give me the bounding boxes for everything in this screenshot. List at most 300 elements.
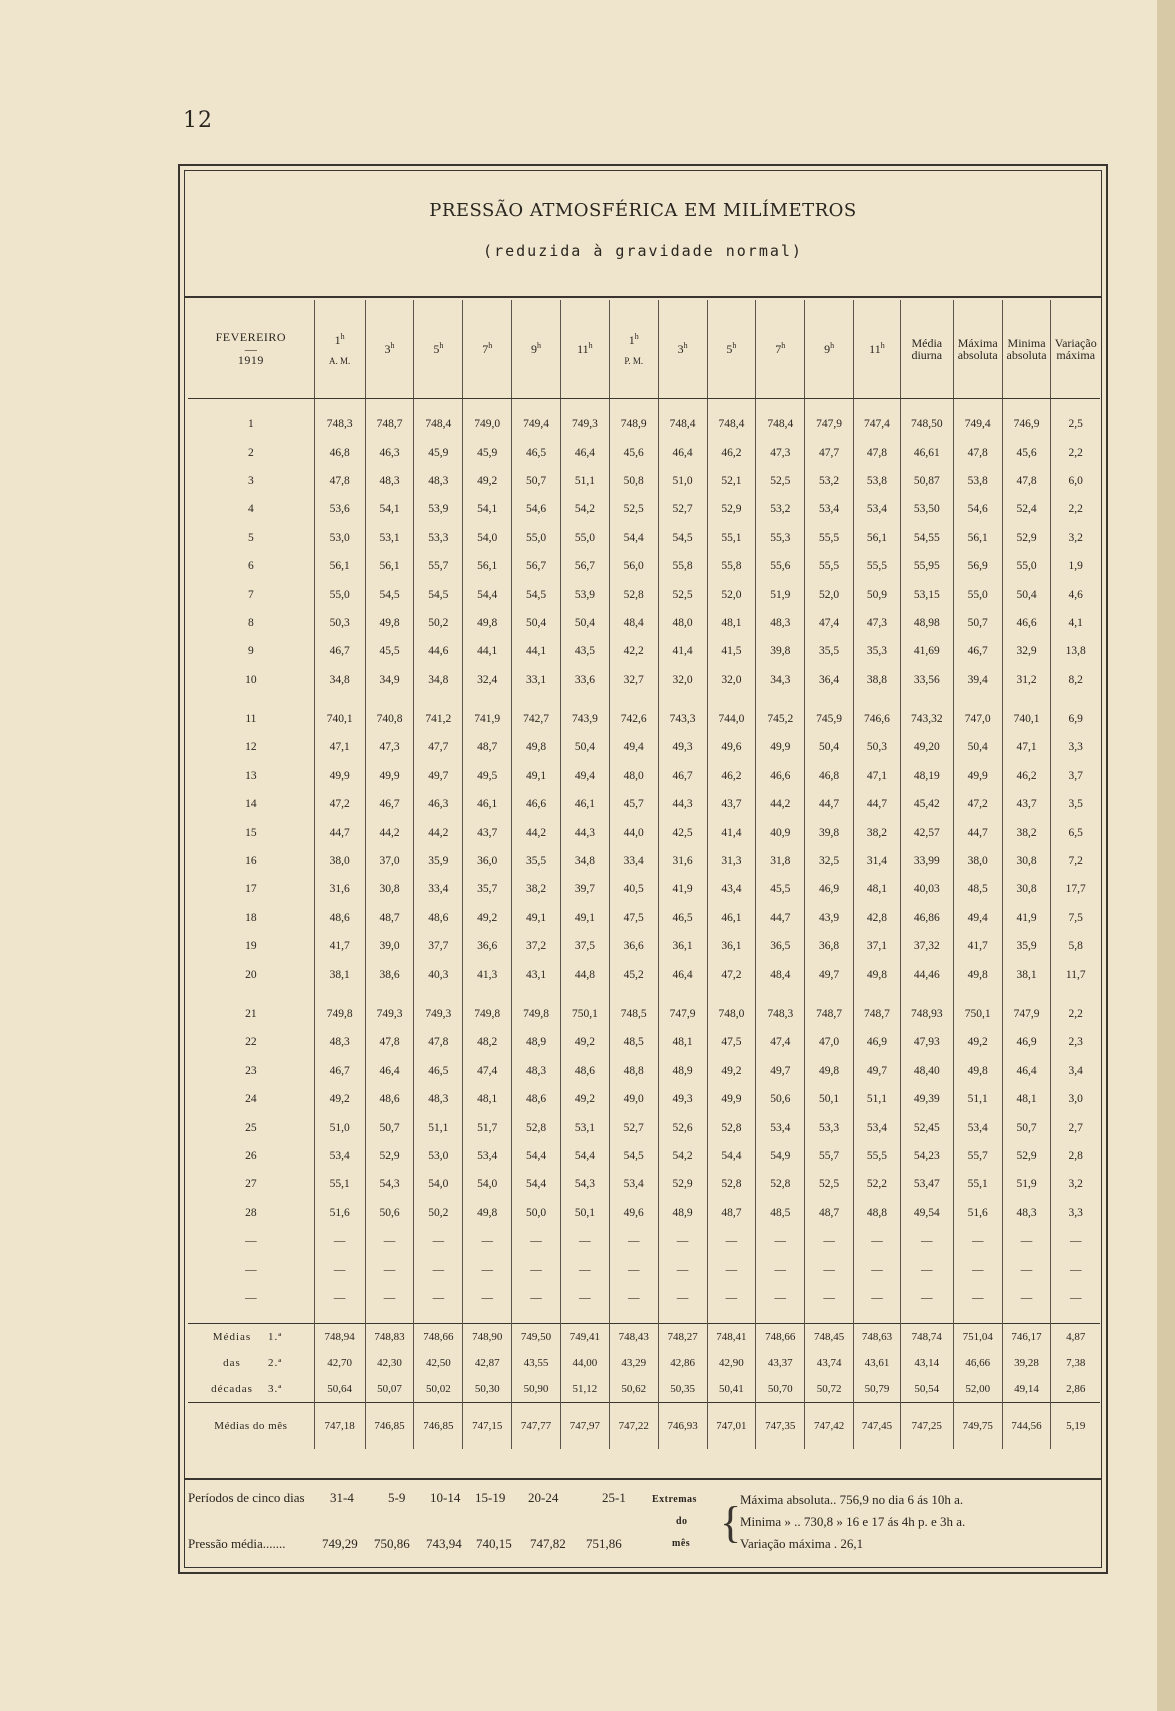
value-cell: 32,0: [658, 666, 707, 694]
value-cell: 35,5: [512, 847, 561, 875]
day-cell: 13: [245, 769, 257, 782]
day-cell: 20: [245, 968, 257, 981]
value-cell: 55,5: [854, 1142, 901, 1170]
value-cell: 53,4: [609, 1170, 658, 1198]
value-cell: 743,9: [560, 705, 609, 733]
spacer-row: [188, 399, 1100, 411]
value-cell: 55,5: [854, 552, 901, 580]
value-cell: 46,8: [805, 762, 854, 790]
spacer-cell: [463, 1312, 512, 1324]
spacer-cell: [756, 1312, 805, 1324]
value-cell: 55,1: [953, 1170, 1002, 1198]
value-cell: 53,4: [805, 495, 854, 523]
value-cell: 749,8: [463, 1000, 512, 1028]
decade-value: 50,41: [707, 1376, 756, 1403]
value-cell: 49,6: [707, 733, 756, 761]
value-cell: 53,0: [314, 524, 365, 552]
value-cell: 3,2: [1051, 524, 1100, 552]
value-cell: 55,0: [1002, 552, 1051, 580]
dash-cell: —: [900, 1227, 953, 1255]
value-cell: 54,2: [560, 495, 609, 523]
decade-value: 50,62: [609, 1376, 658, 1403]
dash-cell: —: [365, 1284, 414, 1312]
period-5: 20-24: [528, 1490, 559, 1505]
spacer-cell: [188, 694, 314, 705]
value-cell: 48,3: [1002, 1199, 1051, 1227]
decade-value: 39,28: [1002, 1350, 1051, 1376]
value-cell: 3,4: [1051, 1057, 1100, 1085]
value-cell: 39,0: [365, 932, 414, 960]
value-cell: 748,7: [365, 410, 414, 438]
value-cell: 38,0: [953, 847, 1002, 875]
spacer-cell: [707, 989, 756, 1000]
table-row: [188, 524, 1100, 552]
spacer-cell: [756, 399, 805, 411]
value-cell: 46,9: [805, 875, 854, 903]
extremes-label-1: Extremas: [652, 1494, 697, 1505]
dash-cell: —: [953, 1284, 1002, 1312]
header-row: [188, 300, 1100, 399]
dash-cell: —: [609, 1255, 658, 1283]
value-cell: 46,7: [658, 762, 707, 790]
table-row: [188, 705, 1100, 733]
day-cell: 22: [245, 1036, 257, 1049]
day-cell: 15: [245, 826, 257, 839]
header-month: FEVEREIRO: [215, 330, 287, 344]
value-cell: 47,3: [756, 438, 805, 466]
value-cell: 6,9: [1051, 705, 1100, 733]
value-cell: 54,4: [560, 1142, 609, 1170]
value-cell: 31,6: [314, 875, 365, 903]
decade-value: 748,90: [463, 1324, 512, 1351]
value-cell: 55,1: [314, 1170, 365, 1198]
header-minima-absoluta: Minima absoluta: [1002, 300, 1051, 399]
value-cell: 53,4: [756, 1113, 805, 1141]
decade-value: 49,14: [1002, 1376, 1051, 1403]
value-cell: 53,50: [900, 495, 953, 523]
table-row: [188, 552, 1100, 580]
value-cell: 8,2: [1051, 666, 1100, 694]
value-cell: 52,1: [707, 467, 756, 495]
value-cell: 38,2: [512, 875, 561, 903]
value-cell: 48,3: [414, 1085, 463, 1113]
value-cell: 40,9: [756, 818, 805, 846]
value-cell: 38,1: [1002, 960, 1051, 988]
value-cell: 48,1: [854, 875, 901, 903]
value-cell: 49,8: [365, 609, 414, 637]
value-cell: 38,6: [365, 960, 414, 988]
value-cell: 49,4: [560, 762, 609, 790]
value-cell: 37,32: [900, 932, 953, 960]
value-cell: 1,9: [1051, 552, 1100, 580]
day-cell: 12: [245, 741, 257, 754]
value-cell: 42,2: [609, 637, 658, 665]
table-body: [188, 399, 1100, 1450]
dash-cell: —: [463, 1284, 512, 1312]
value-cell: 34,8: [314, 666, 365, 694]
decade-value: 42,70: [314, 1350, 365, 1376]
value-cell: 749,3: [560, 410, 609, 438]
value-cell: 48,9: [658, 1199, 707, 1227]
month-mean-value: 747,25: [900, 1403, 953, 1450]
value-cell: 2,2: [1051, 495, 1100, 523]
table-row: [188, 762, 1100, 790]
value-cell: 54,0: [414, 1170, 463, 1198]
value-cell: 34,3: [756, 666, 805, 694]
dash-cell: —: [805, 1284, 854, 1312]
value-cell: 32,0: [707, 666, 756, 694]
value-cell: 56,0: [609, 552, 658, 580]
value-cell: 54,1: [463, 495, 512, 523]
value-cell: 2,5: [1051, 410, 1100, 438]
value-cell: 47,4: [756, 1028, 805, 1056]
value-cell: 50,7: [512, 467, 561, 495]
value-cell: 56,1: [314, 552, 365, 580]
table-row: [188, 960, 1100, 988]
value-cell: 46,6: [1002, 609, 1051, 637]
decade-value: 748,63: [854, 1324, 901, 1351]
value-cell: 49,6: [609, 1199, 658, 1227]
spacer-cell: [560, 1312, 609, 1324]
value-cell: 49,20: [900, 733, 953, 761]
value-cell: 45,5: [756, 875, 805, 903]
spacer-cell: [953, 1312, 1002, 1324]
value-cell: 31,8: [756, 847, 805, 875]
value-cell: 46,2: [707, 762, 756, 790]
spacer-cell: [953, 399, 1002, 411]
header-hour-9am: 9$^h$: [512, 300, 561, 399]
table-row: [188, 495, 1100, 523]
dash-cell: —: [560, 1284, 609, 1312]
value-cell: 4,6: [1051, 580, 1100, 608]
value-cell: 41,3: [463, 960, 512, 988]
value-cell: 44,3: [560, 818, 609, 846]
value-cell: 49,4: [953, 904, 1002, 932]
value-cell: 46,5: [658, 904, 707, 932]
value-cell: 3,3: [1051, 1199, 1100, 1227]
month-mean-value: 5,19: [1051, 1403, 1100, 1450]
value-cell: 41,4: [658, 637, 707, 665]
day-cell: 23: [245, 1064, 257, 1077]
value-cell: 46,8: [314, 438, 365, 466]
value-cell: 54,3: [365, 1170, 414, 1198]
value-cell: 36,6: [463, 932, 512, 960]
spacer-cell: [188, 1312, 314, 1324]
value-cell: 44,7: [805, 790, 854, 818]
value-cell: 49,0: [609, 1085, 658, 1113]
value-cell: 51,1: [560, 467, 609, 495]
decade-value: 50,90: [512, 1376, 561, 1403]
decade-value: 748,66: [414, 1324, 463, 1351]
dash-cell: —: [805, 1255, 854, 1283]
value-cell: 49,1: [560, 904, 609, 932]
value-cell: 56,9: [953, 552, 1002, 580]
value-cell: 32,5: [805, 847, 854, 875]
value-cell: 50,2: [414, 1199, 463, 1227]
header-hour-11am: 11$^h$: [560, 300, 609, 399]
value-cell: 43,7: [1002, 790, 1051, 818]
value-cell: 50,9: [854, 580, 901, 608]
value-cell: 741,2: [414, 705, 463, 733]
decade-value: 43,74: [805, 1350, 854, 1376]
value-cell: 39,8: [805, 818, 854, 846]
value-cell: 53,1: [365, 524, 414, 552]
spacer-cell: [805, 399, 854, 411]
value-cell: 49,9: [365, 762, 414, 790]
value-cell: 46,2: [1002, 762, 1051, 790]
value-cell: 53,1: [560, 1113, 609, 1141]
extremes-label-2: do: [676, 1516, 688, 1527]
value-cell: 46,1: [463, 790, 512, 818]
value-cell: 49,9: [953, 762, 1002, 790]
dash-cell: —: [463, 1255, 512, 1283]
pressure-value-1: 749,29: [322, 1536, 358, 1551]
value-cell: 36,6: [609, 932, 658, 960]
value-cell: 45,6: [1002, 438, 1051, 466]
value-cell: 749,3: [365, 1000, 414, 1028]
value-cell: 47,1: [854, 762, 901, 790]
decade-value: 748,66: [756, 1324, 805, 1351]
value-cell: 48,8: [854, 1199, 901, 1227]
value-cell: 48,6: [560, 1057, 609, 1085]
value-cell: 49,3: [658, 733, 707, 761]
spacer-cell: [658, 1312, 707, 1324]
header-variacao-maxima: Variação máxima: [1051, 300, 1100, 399]
table-row: [188, 1170, 1100, 1198]
value-cell: 54,5: [365, 580, 414, 608]
value-cell: 54,6: [512, 495, 561, 523]
period-6: 25-1: [602, 1490, 626, 1505]
decade-value: 50,79: [854, 1376, 901, 1403]
dash-cell: —: [512, 1227, 561, 1255]
value-cell: 47,93: [900, 1028, 953, 1056]
spacer-cell: [414, 399, 463, 411]
value-cell: 54,23: [900, 1142, 953, 1170]
value-cell: 54,4: [512, 1170, 561, 1198]
dash-cell: —: [707, 1255, 756, 1283]
value-cell: 55,5: [805, 552, 854, 580]
dash-cell: —: [512, 1255, 561, 1283]
table-row: [188, 1199, 1100, 1227]
value-cell: 44,6: [414, 637, 463, 665]
value-cell: 47,8: [414, 1028, 463, 1056]
dash-cell: —: [756, 1284, 805, 1312]
header-am-label: A. M.: [329, 356, 351, 366]
value-cell: 56,1: [953, 524, 1002, 552]
value-cell: 50,4: [953, 733, 1002, 761]
month-mean-value: 746,85: [414, 1403, 463, 1450]
value-cell: 3,2: [1051, 1170, 1100, 1198]
spacer-cell: [560, 694, 609, 705]
value-cell: 50,6: [756, 1085, 805, 1113]
decade-value: 42,90: [707, 1350, 756, 1376]
value-cell: 35,3: [854, 637, 901, 665]
value-cell: 42,8: [854, 904, 901, 932]
value-cell: 55,3: [756, 524, 805, 552]
value-cell: 54,5: [609, 1142, 658, 1170]
value-cell: 46,4: [1002, 1057, 1051, 1085]
decade-value: 51,12: [560, 1376, 609, 1403]
value-cell: 36,8: [805, 932, 854, 960]
value-cell: 32,4: [463, 666, 512, 694]
value-cell: 47,8: [854, 438, 901, 466]
value-cell: 34,9: [365, 666, 414, 694]
value-cell: 49,8: [953, 960, 1002, 988]
value-cell: 31,4: [854, 847, 901, 875]
value-cell: 52,8: [707, 1113, 756, 1141]
value-cell: 49,9: [314, 762, 365, 790]
dash-cell: —: [609, 1227, 658, 1255]
decade-value: 43,14: [900, 1350, 953, 1376]
decade-value: 43,55: [512, 1350, 561, 1376]
value-cell: 36,5: [756, 932, 805, 960]
spacer-cell: [900, 989, 953, 1000]
value-cell: 50,3: [314, 609, 365, 637]
spacer-cell: [707, 399, 756, 411]
value-cell: 745,9: [805, 705, 854, 733]
page-edge: [1157, 0, 1175, 1711]
value-cell: 44,3: [658, 790, 707, 818]
value-cell: 750,1: [953, 1000, 1002, 1028]
empty-dash-row: [188, 1255, 1100, 1283]
value-cell: 48,1: [463, 1085, 512, 1113]
spacer-cell: [414, 1312, 463, 1324]
value-cell: 54,1: [365, 495, 414, 523]
decade-value: 2,86: [1051, 1376, 1100, 1403]
dash-cell: —: [1051, 1255, 1100, 1283]
decade-value: 43,37: [756, 1350, 805, 1376]
value-cell: 47,8: [314, 467, 365, 495]
value-cell: 35,7: [463, 875, 512, 903]
decade-value: 748,45: [805, 1324, 854, 1351]
value-cell: 49,7: [414, 762, 463, 790]
decade-value: 50,72: [805, 1376, 854, 1403]
value-cell: 4,1: [1051, 609, 1100, 637]
dash-cell: —: [658, 1255, 707, 1283]
value-cell: 55,1: [707, 524, 756, 552]
value-cell: 54,3: [560, 1170, 609, 1198]
value-cell: 747,4: [854, 410, 901, 438]
value-cell: 46,4: [365, 1057, 414, 1085]
decade-value: 42,50: [414, 1350, 463, 1376]
value-cell: 49,2: [463, 467, 512, 495]
value-cell: 53,9: [560, 580, 609, 608]
value-cell: 2,2: [1051, 1000, 1100, 1028]
day-cell: 14: [245, 798, 257, 811]
day-cell: 18: [245, 911, 257, 924]
value-cell: 44,7: [314, 818, 365, 846]
value-cell: 43,1: [512, 960, 561, 988]
value-cell: 53,8: [854, 467, 901, 495]
value-cell: 40,5: [609, 875, 658, 903]
value-cell: 53,15: [900, 580, 953, 608]
table-row: [188, 467, 1100, 495]
decade-value: 50,30: [463, 1376, 512, 1403]
empty-dash-row: [188, 1284, 1100, 1312]
value-cell: 747,9: [1002, 1000, 1051, 1028]
month-mean-value: 747,18: [314, 1403, 365, 1450]
value-cell: 34,8: [414, 666, 463, 694]
table-row: [188, 1000, 1100, 1028]
decade-value: 50,35: [658, 1376, 707, 1403]
value-cell: 41,9: [1002, 904, 1051, 932]
value-cell: 54,2: [658, 1142, 707, 1170]
header-pm-label: P. M.: [624, 356, 644, 366]
value-cell: 51,0: [658, 467, 707, 495]
value-cell: 38,0: [314, 847, 365, 875]
value-cell: 36,0: [463, 847, 512, 875]
value-cell: 51,9: [1002, 1170, 1051, 1198]
day-cell: 24: [245, 1093, 257, 1106]
value-cell: 38,2: [1002, 818, 1051, 846]
value-cell: 54,55: [900, 524, 953, 552]
value-cell: 51,0: [314, 1113, 365, 1141]
dash-cell: —: [512, 1284, 561, 1312]
spacer-row: [188, 989, 1100, 1000]
month-mean-value: 746,85: [365, 1403, 414, 1450]
decade-value: 43,61: [854, 1350, 901, 1376]
spacer-cell: [707, 694, 756, 705]
value-cell: 13,8: [1051, 637, 1100, 665]
value-cell: 747,9: [805, 410, 854, 438]
value-cell: 45,9: [414, 438, 463, 466]
pressure-table: [188, 300, 1100, 1449]
value-cell: 42,57: [900, 818, 953, 846]
value-cell: 51,7: [463, 1113, 512, 1141]
decade-value: 50,70: [756, 1376, 805, 1403]
value-cell: 49,3: [658, 1085, 707, 1113]
dash-cell: —: [245, 1235, 257, 1248]
value-cell: 44,0: [609, 818, 658, 846]
value-cell: 35,5: [805, 637, 854, 665]
value-cell: 33,56: [900, 666, 953, 694]
spacer-cell: [900, 1312, 953, 1324]
value-cell: 52,5: [756, 467, 805, 495]
decade-row: [188, 1324, 1100, 1351]
value-cell: 45,5: [365, 637, 414, 665]
spacer-cell: [463, 694, 512, 705]
dash-cell: —: [953, 1255, 1002, 1283]
value-cell: 30,8: [1002, 875, 1051, 903]
dash-cell: —: [414, 1255, 463, 1283]
day-cell: 6: [247, 560, 254, 573]
value-cell: 46,1: [707, 904, 756, 932]
dash-cell: —: [1051, 1227, 1100, 1255]
day-cell: 17: [245, 883, 257, 896]
value-cell: 46,7: [365, 790, 414, 818]
dash-cell: —: [314, 1227, 365, 1255]
header-hour-7pm: 7$^h$: [756, 300, 805, 399]
spacer-cell: [1002, 694, 1051, 705]
dash-cell: —: [953, 1227, 1002, 1255]
value-cell: 748,93: [900, 1000, 953, 1028]
value-cell: 55,0: [314, 580, 365, 608]
value-cell: 48,3: [414, 467, 463, 495]
header-hour-5am: 5$^h$: [414, 300, 463, 399]
dash-cell: —: [463, 1227, 512, 1255]
value-cell: 46,86: [900, 904, 953, 932]
value-cell: 748,3: [314, 410, 365, 438]
value-cell: 47,3: [365, 733, 414, 761]
spacer-cell: [658, 989, 707, 1000]
value-cell: 33,99: [900, 847, 953, 875]
value-cell: 48,4: [756, 960, 805, 988]
dash-cell: —: [414, 1284, 463, 1312]
value-cell: 38,2: [854, 818, 901, 846]
value-cell: 49,8: [512, 733, 561, 761]
dash-cell: —: [854, 1255, 901, 1283]
value-cell: 52,9: [707, 495, 756, 523]
